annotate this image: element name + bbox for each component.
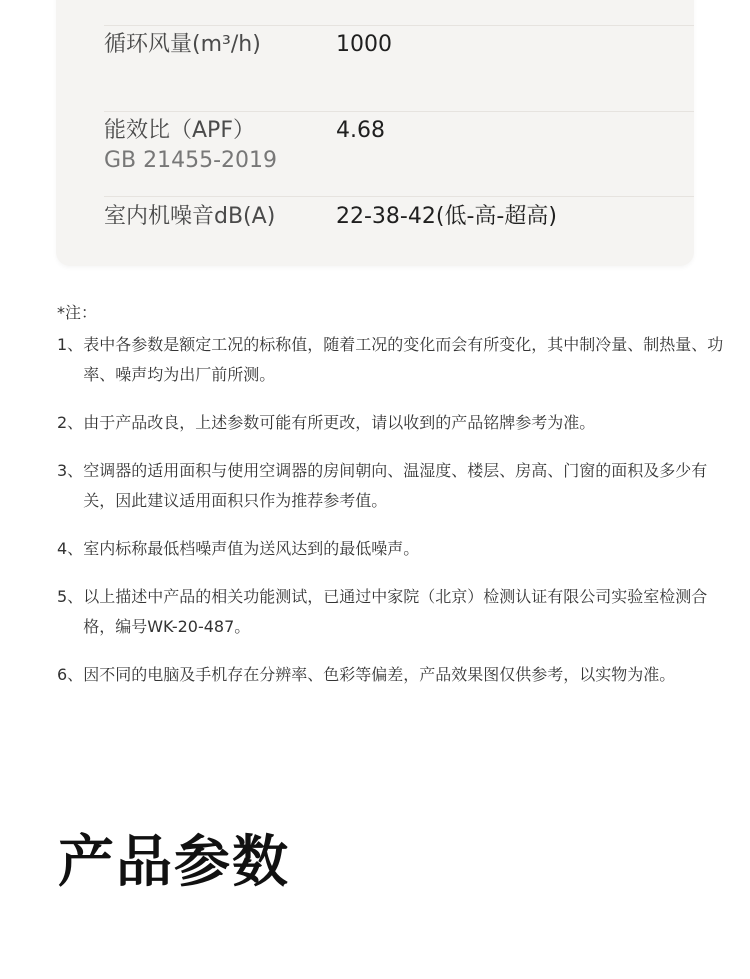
spec-sub-standard: GB 21455-2019 [104,148,278,173]
spec-table-card [56,0,694,266]
note-text: 由于产品改良，上述参数可能有所更改，请以收到的产品铭牌参考为准。 [83,413,596,432]
note-item [57,456,727,516]
note-item [57,408,727,438]
spec-value-noise: 22-38-42(低-高-超高) [336,204,557,229]
note-number: 2、 [57,413,84,432]
row-divider [104,196,694,197]
note-item [57,660,727,690]
note-text: 因不同的电脑及手机存在分辨率、色彩等偏差，产品效果图仅供参考，以实物为准。 [83,665,676,684]
section-title: 产品参数 [58,830,290,895]
notes-section [57,298,727,708]
note-text: 室内标称最低档噪声值为送风达到的最低噪声。 [83,539,420,558]
note-item [57,534,727,564]
spec-label-apf: 能效比（APF） [104,118,255,143]
row-divider [104,25,694,26]
spec-label-airflow: 循环风量(m³/h) [104,32,261,57]
spec-value-airflow: 1000 [336,32,392,57]
spec-label-noise: 室内机噪音dB(A) [104,204,276,229]
spec-value-apf: 4.68 [336,118,385,143]
note-text: 表中各参数是额定工况的标称值，随着工况的变化而会有所变化，其中制冷量、制热量、功率、噪声均为出厂前所测。 [83,335,724,384]
note-number: 1、 [57,335,84,354]
notes-title: *注： [57,303,98,322]
note-number: 4、 [57,539,84,558]
note-text: 以上描述中产品的相关功能测试，已通过中家院（北京）检测认证有限公司实验室检测合格，编号WK-20-487。 [83,587,708,636]
row-divider [104,111,694,112]
note-item [57,330,727,390]
note-text: 空调器的适用面积与使用空调器的房间朝向、温湿度、楼层、房高、门窗的面积及多少有关，因此建议适用面积只作为推荐参考值。 [83,461,708,510]
note-number: 6、 [57,665,84,684]
note-number: 5、 [57,587,84,606]
note-number: 3、 [57,461,84,480]
note-item [57,582,727,642]
